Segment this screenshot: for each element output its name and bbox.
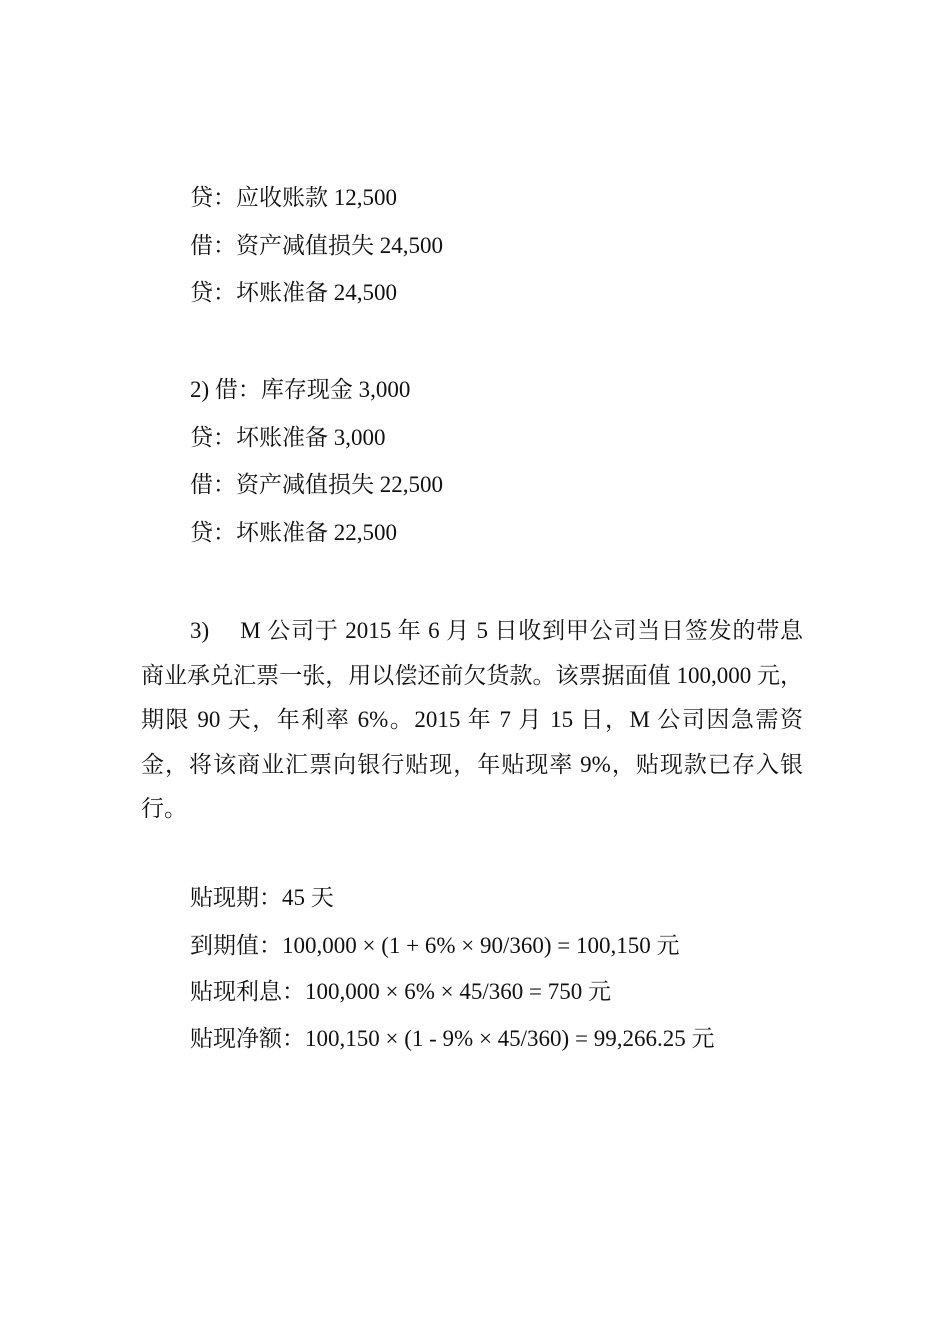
- journal-line: 贷：坏账准备 22,500: [190, 520, 397, 545]
- calculation-line: 到期值：100,000 × (1 + 6% × 90/360) = 100,150 元: [190, 933, 680, 958]
- journal-line: 贷：坏账准备 3,000: [190, 425, 386, 450]
- journal-line: 贷：坏账准备 24,500: [190, 280, 397, 305]
- calculation-line: 贴现净额：100,150 × (1 - 9% × 45/360) = 99,266.25 元: [190, 1026, 715, 1051]
- journal-line: 借：资产减值损失 24,500: [190, 233, 443, 258]
- calculation-line: 贴现期：45 天: [190, 885, 334, 910]
- journal-line: 贷：应收账款 12,500: [190, 185, 397, 210]
- problem-paragraph: 3) M 公司于 2015 年 6 月 5 日收到甲公司当日签发的带息商业承兑汇票一张，用以偿还前欠货款。该票据面值 100,000 元，期限 90 天，年利率 6%。2015 年 7 月 15 日，M 公司因急需资金，将该商业汇票向银行贴现，年贴现率 9%，贴现款已存入银行。: [141, 618, 803, 821]
- calculation-line: 贴现利息：100,000 × 6% × 45/360 = 750 元: [190, 979, 611, 1004]
- journal-line: 借：资产减值损失 22,500: [190, 472, 443, 497]
- journal-line: 2) 借：库存现金 3,000: [190, 377, 411, 402]
